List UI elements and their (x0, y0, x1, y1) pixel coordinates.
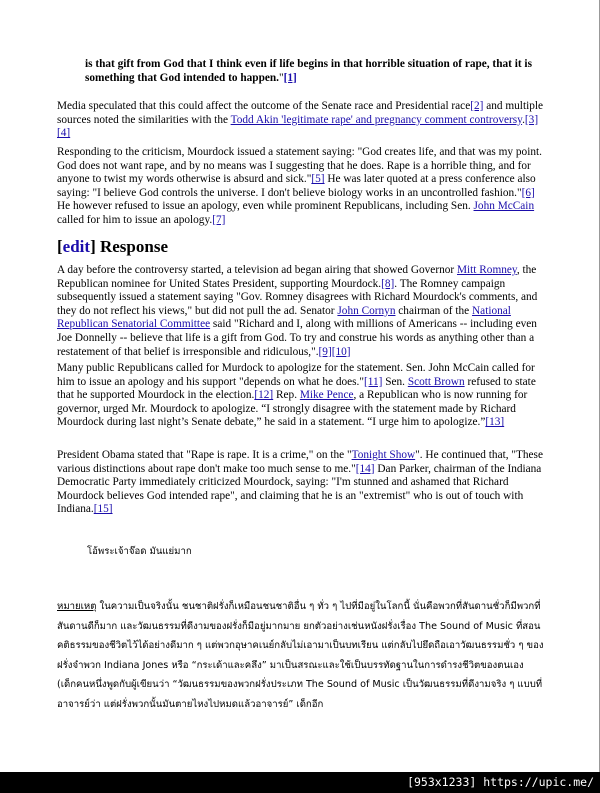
citation-9[interactable]: [9] (318, 345, 332, 358)
thai-note (57, 597, 545, 715)
paragraph-obama (57, 449, 545, 517)
citation-15[interactable]: [15] (93, 503, 113, 516)
paragraph-responding (57, 146, 545, 228)
bracket: [ (57, 237, 63, 256)
paragraph-text: chairman of the (395, 304, 473, 317)
citation-12[interactable]: [12] (254, 389, 274, 402)
paragraph-text: President Obama stated that "Rape is rape. It is a crime," on the " (57, 449, 352, 461)
paragraph-text: ". He continued that, "These various distinctions about rape don't make too much sense to me." (57, 449, 543, 475)
citation-4[interactable]: [4] (57, 127, 71, 140)
paragraph-text: , the Republican nominee for United States President, supporting Mourdock. (57, 264, 537, 290)
paragraph-text: and multiple sources noted the similarities with the (57, 100, 544, 126)
citation-8[interactable]: [8] (381, 277, 395, 290)
mitt-romney-link[interactable]: Mitt Romney (456, 264, 517, 276)
paragraph-text: said "Richard and I, along with millions of Americans -- including even Joe Donnelly -- believe that life is a gift from God. To try and construe his words as anything other than a restatement of that belief is irresponsible and ridiculous,". (57, 318, 537, 358)
note-label: หมายเหตุ (57, 601, 97, 612)
note-text: ในความเป็นจริงนั้น ชนชาติฝรั่งก็เหมือนชนชาติอื่น ๆ ทั่ว ๆ ไปที่มีอยู่ในโลกนี้ นั่นคือพวกที่สันดานชั่วก็มีพวกที่สันดานดีก็มาก และวัฒนธรรมที่ดีงามของฝรั่งก็มีอยู่มากมาย ยกตัวอย่างเช่นหนังฝรั่งเรื่อง The Sound of Music ที่สอนคติธรรมของชีวิตไว้ได้อย่างดีมาก ๆ แต่พวกอุษาคเนย์กลับไม่เอามาเป็นบทเรียน แต่กลับไปยึดถือเอาวัฒนธรรมชั่ว ๆ ของฝรั่งจำพวก Indiana Jones หรือ “กระเด้าและคลึง” มาเป็นสรณะและใช้เป็นบรรทัดฐานในการดำรงชีวิตของตนเอง (เด็กคนหนึ่งพูดกับผู้เขียนว่า “วัฒนธรรมของพวกฝรั่งประเภท The Sound of Music เป็นวัฒนธรรมที่ดีงามจริง ๆ แบบที่อาจารย์ว่า แต่ฝรั่งพวกนั้นมันตายไหงไปหมดแล้วอาจารย์” เด็กอีก (57, 601, 544, 710)
paragraph-text: . (522, 113, 525, 126)
john-mccain-link[interactable]: John McCain (473, 200, 535, 213)
paragraph-text: Media speculated that this could affect the outcome of the Senate race and Presidential race (57, 100, 471, 112)
image-size-url: [953x1233] https://upic.me/ (407, 775, 594, 789)
nrsc-link[interactable]: National Republican Senatorial Committee (57, 304, 511, 331)
paragraph-text: Sen. (382, 375, 408, 388)
section-title: Response (99, 237, 168, 256)
scott-brown-link[interactable]: Scott Brown (407, 375, 465, 388)
paragraph-text: Rep. (273, 389, 300, 402)
mike-pence-link[interactable]: Mike Pence (299, 389, 354, 402)
citation-14[interactable]: [14] (355, 462, 375, 475)
citation-2[interactable]: [2] (470, 100, 484, 112)
citation-3[interactable]: [3] (524, 113, 539, 126)
paragraph-text: He however refused to issue an apology, even while prominent Republicans, including Sen. (57, 200, 474, 213)
thai-comment: โอ้พระเจ้าจ๊อด มันแย่มาก (87, 546, 192, 557)
paragraph-republicans (57, 362, 545, 430)
citation-11[interactable]: [11] (363, 375, 383, 388)
image-host-footer (0, 772, 600, 793)
paragraph-romney (57, 264, 545, 359)
citation-1[interactable]: [1] (283, 71, 297, 84)
paragraph-text: Many public Republicans called for Murdock to apologize for the statement. Sen. John McCain called for him to issue an apology and his support "depends on what he does." (57, 362, 535, 388)
akin-controversy-link[interactable]: Todd Akin 'legitimate rape' and pregnancy comment controversy (230, 113, 523, 126)
john-cornyn-link[interactable]: John Cornyn (337, 304, 396, 317)
paragraph-text: refused to state that he supported Mourdock in the election. (57, 375, 536, 402)
citation-10[interactable]: [10] (331, 345, 351, 358)
citation-6[interactable]: [6] (521, 186, 535, 199)
paragraph-text: Dan Parker, chairman of the Indiana Democratic Party immediately criticized Mourdock, saying: "I'm stunned and ashamed that Richard Mourdock believes God intended rape", and claiming that he is an "extremist" who is out of touch with Indiana. (57, 462, 542, 516)
block-quote (85, 58, 535, 85)
citation-5[interactable]: [5] (311, 173, 325, 186)
paragraph-text: , a Republican who is now running for governor, urged Mr. Mourdock to apologize. “I strongly disagree with the statement made by Richard Mourdock during last night’s Senate debate,” he said in a statement. “I urge him to apologize.” (57, 389, 528, 429)
paragraph-media (57, 100, 545, 141)
bracket: ] (90, 237, 100, 256)
citation-7[interactable]: [7] (212, 213, 226, 226)
section-heading-response (57, 236, 168, 258)
tonight-show-link[interactable]: Tonight Show (351, 449, 416, 461)
quote-end: " (278, 71, 284, 84)
paragraph-text: . The Romney campaign subsequently issued a statement saying "Gov. Romney disagrees with Richard Mourdock's comments, and they do not reflect his views," but did not pull the ad. Senator (57, 277, 538, 317)
paragraph-text: A day before the controversy started, a television ad began airing that showed Governor (57, 264, 457, 276)
paragraph-text: He was later quoted at a press conference also saying: "I believe God controls the universe. I don't believe biology works in an uncontrolled fashion." (57, 173, 536, 199)
edit-link[interactable]: edit (62, 237, 91, 256)
paragraph-text: called for him to issue an apology. (57, 213, 213, 226)
paragraph-text: Responding to the criticism, Mourdock issued a statement saying: "God creates life, and that was my point. God does not want rape, and by no means was I suggesting that he does. Rape is a horrible thing, and for anyone to twist my words otherwise is absurd and sick." (57, 146, 542, 186)
quote-text: is that gift from God that I think even if life begins in that horrible situation of rape, that it is something that God intended to happen. (85, 58, 532, 84)
citation-13[interactable]: [13] (485, 416, 505, 429)
